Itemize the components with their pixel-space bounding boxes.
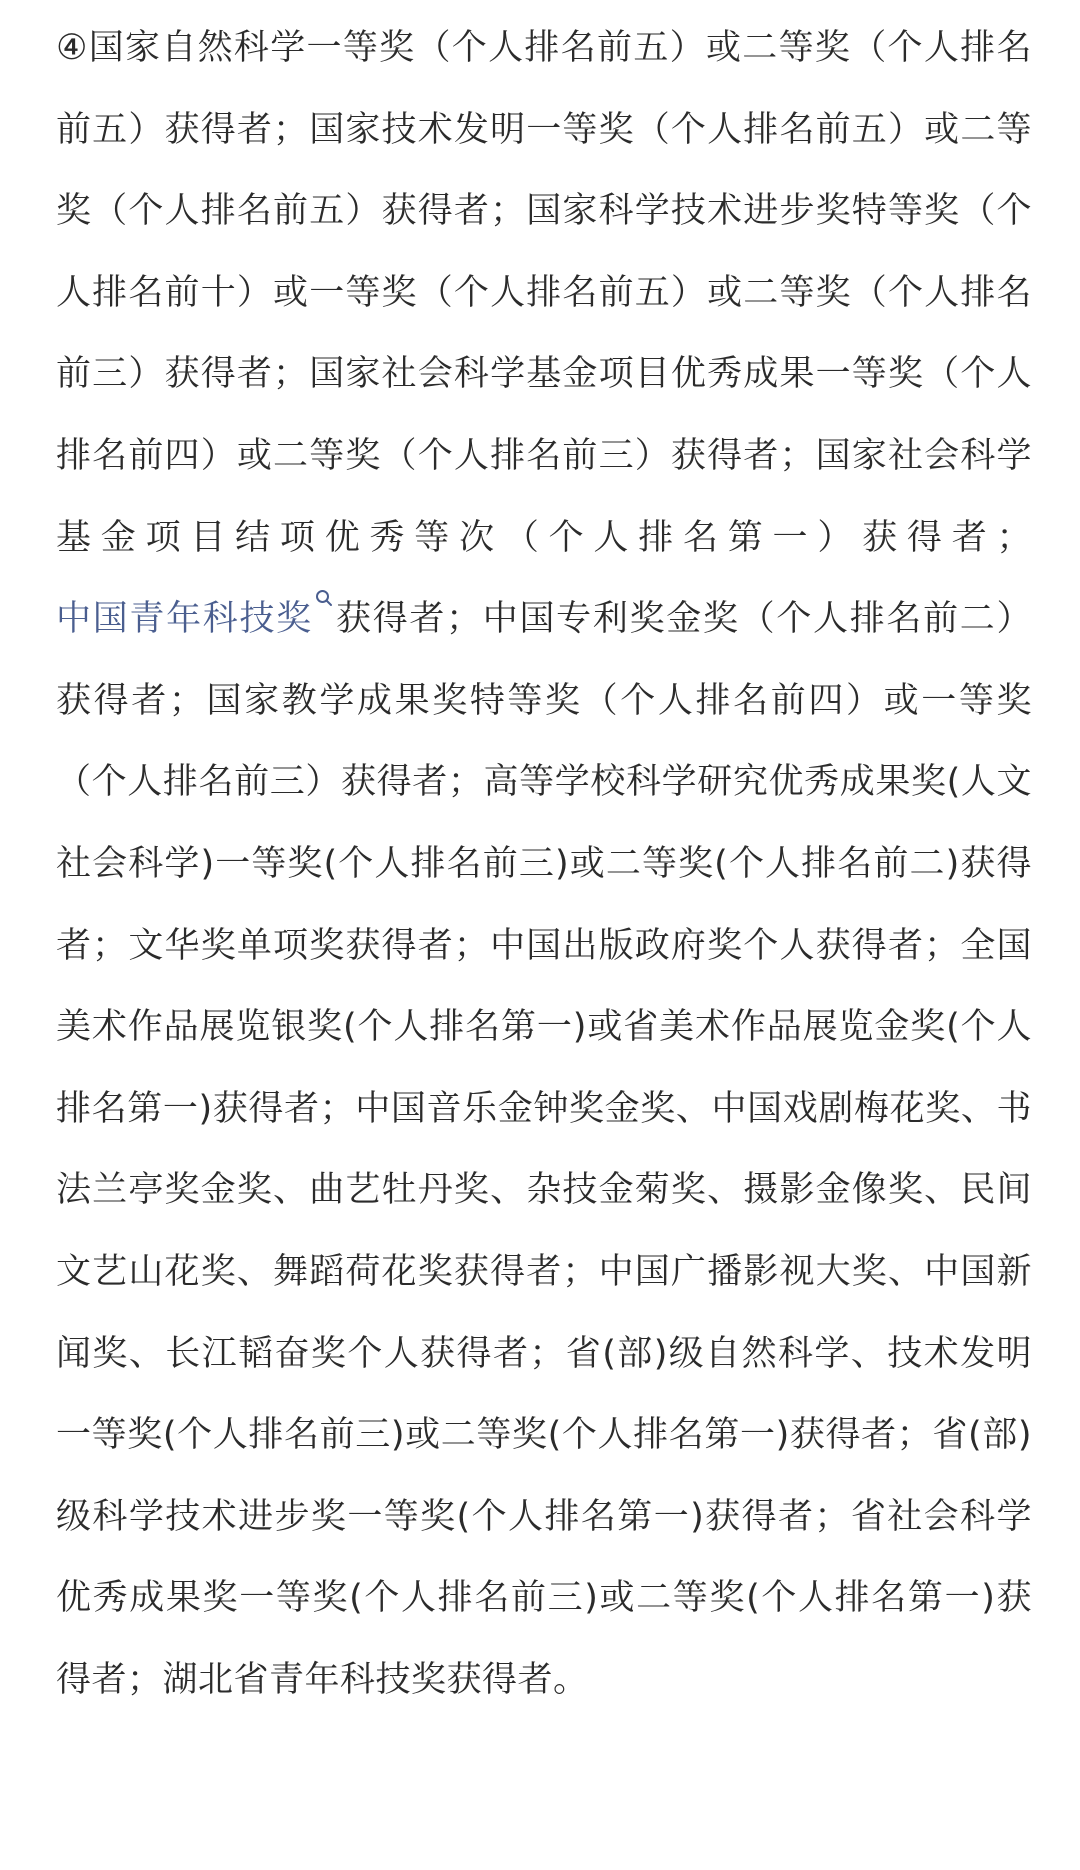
keyword-link-label[interactable]: 中国青年科技奖 bbox=[56, 599, 313, 640]
search-icon[interactable] bbox=[315, 589, 333, 611]
paragraph-text-before-link: ④国家自然科学一等奖（个人排名前五）或二等奖（个人排名前五）获得者；国家技术发明一等奖（个人排名前五）或二等奖（个人排名前五）获得者；国家科学技术进步奖特等奖（个人排名前十）或一等奖（个人排名前五）或二等奖（个人排名前三）获得者；国家社会科学基金项目优秀成果一等奖（个人排名前四）或二等奖（个人排名前三）获得者；国家社会科学基金项目结项优秀等次（个人排名第一）获得者； bbox=[56, 28, 1032, 558]
keyword-link-china-youth-sci-tech-award[interactable] bbox=[56, 599, 335, 639]
article-paragraph bbox=[56, 8, 1032, 1721]
paragraph-text-after-link: 获得者；中国专利奖金奖（个人排名前二）获得者；国家教学成果奖特等奖（个人排名前四）或一等奖（个人排名前三）获得者；高等学校科学研究优秀成果奖(人文社会科学)一等奖(个人排名前三)或二等奖(个人排名前二)获得者；文华奖单项奖获得者；中国出版政府奖个人获得者；全国美术作品展览银奖(个人排名第一)或省美术作品展览金奖(个人排名第一)获得者；中国音乐金钟奖金奖、中国戏剧梅花奖、书法兰亭奖金奖、曲艺牡丹奖、杂技金菊奖、摄影金像奖、民间文艺山花奖、舞蹈荷花奖获得者；中国广播影视大奖、中国新闻奖、长江韬奋奖个人获得者；省(部)级自然科学、技术发明一等奖(个人排名前三)或二等奖(个人排名第一)获得者；省(部)级科学技术进步奖一等奖(个人排名第一)获得者；省社会科学优秀成果奖一等奖(个人排名前三)或二等奖(个人排名第一)获得者；湖北省青年科技奖获得者。 bbox=[56, 599, 1032, 1700]
